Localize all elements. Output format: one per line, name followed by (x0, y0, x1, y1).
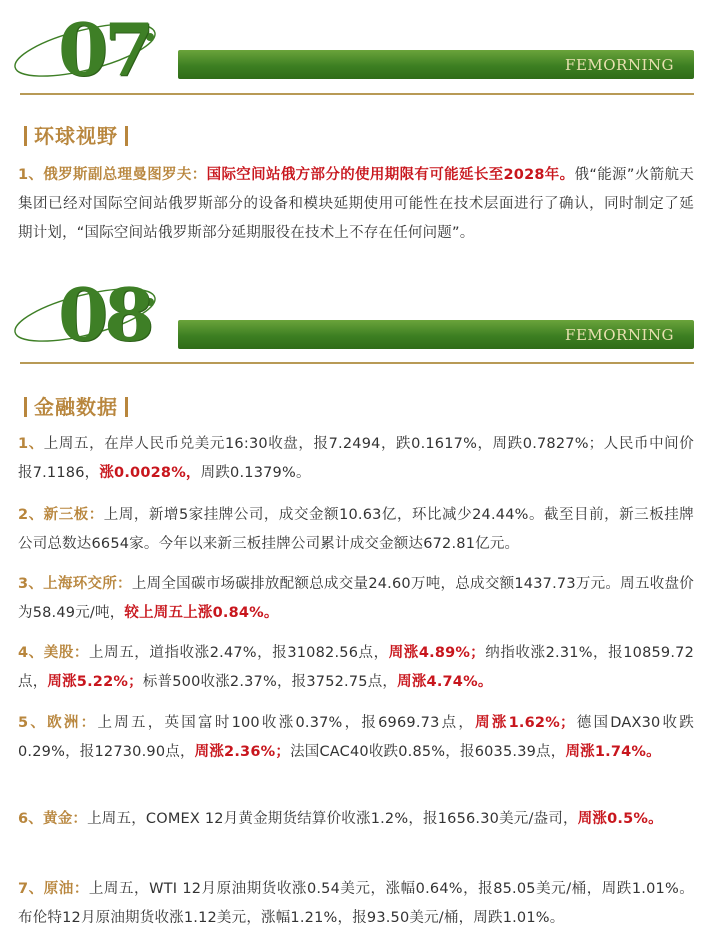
news-item (18, 161, 694, 248)
title-bar-left (24, 397, 27, 417)
section-divider (20, 93, 694, 95)
section-title (17, 391, 135, 420)
item-label: 1、俄罗斯副总理曼图罗夫： (18, 167, 207, 183)
item-text: 周跌0.1379%。 (200, 465, 311, 481)
item-highlight: 周涨0.5%。 (577, 811, 663, 827)
section-banner-08 (0, 272, 711, 375)
item-text: 上周五，英国富时100收涨0.37%，报6969.73点， (97, 715, 476, 731)
item-label: 1、 (18, 436, 44, 452)
news-item (18, 570, 694, 628)
news-item (18, 805, 694, 834)
news-item (18, 709, 694, 767)
section-banner-07 (0, 7, 711, 110)
item-label: 6、黄金： (18, 811, 88, 827)
news-item (18, 430, 694, 488)
section-title-text: 环球视野 (34, 124, 118, 148)
item-highlight: 国际空间站俄方部分的使用期限有可能延长至2028年。 (206, 167, 575, 183)
section-number: 08 (58, 272, 151, 357)
item-text: 俄“能源”火箭航天集团已经对国际空间站俄罗斯部分的设备和模块延期使用可能性在技术层面进行了确认，同时制定了延期计划，“国际空间站俄罗斯部分延期服役在技术上不存在任何问题”。 (18, 167, 694, 241)
title-bar-right (125, 397, 128, 417)
item-highlight: 涨0.0028%， (99, 465, 201, 481)
news-item (18, 639, 694, 697)
section-title (17, 120, 135, 149)
section-number: 07 (58, 7, 151, 92)
item-highlight: 周涨5.22%； (47, 674, 143, 690)
item-label: 5、欧洲： (18, 715, 98, 731)
item-text: 法国CAC40收跌0.85%，报6035.39点， (290, 744, 566, 760)
brand-text: FEMORNING (565, 56, 674, 74)
item-highlight: 周涨4.74%。 (397, 674, 493, 690)
item-label: 3、上海环交所： (18, 576, 132, 592)
item-text: 上周全国碳市场碳排放配额总成交量24.60万吨，总成交额1437.73万元。周五收盘价为58.49元/吨， (18, 576, 694, 621)
section-title-text: 金融数据 (34, 395, 118, 419)
banner-stripe (178, 320, 694, 349)
item-highlight: 较上周五上涨0.84%。 (124, 605, 279, 621)
news-item (18, 875, 694, 933)
item-text: 上周五，在岸人民币兑美元16:30收盘，报7.2494，跌0.1617%，周跌0.7827%；人民币中间价报7.1186， (18, 436, 694, 481)
item-label: 4、美股： (18, 645, 90, 661)
item-highlight: 周涨1.74%。 (565, 744, 661, 760)
title-bar-left (24, 126, 27, 146)
item-text: 上周五，道指收涨2.47%，报31082.56点， (89, 645, 389, 661)
item-text: 纳指收涨2.31%，报10859.72点， (18, 645, 695, 690)
item-text: 上周五，COMEX 12月黄金期货结算价收涨1.2%，报1656.30美元/盎司， (87, 811, 578, 827)
item-highlight: 周涨4.89%； (388, 645, 485, 661)
title-bar-right (125, 126, 128, 146)
item-label: 2、新三板： (18, 507, 104, 523)
item-highlight: 周涨1.62%； (475, 715, 575, 731)
item-highlight: 周涨2.36%； (194, 744, 291, 760)
item-text: 上周五，WTI 12月原油期货收涨0.54美元，涨幅0.64%，报85.05美元/桶，周跌1.01%。布伦特12月原油期货收涨1.12美元，涨幅1.21%，报93.50美元/桶，周跌1.01%。 (18, 881, 694, 926)
section-divider (20, 362, 694, 364)
item-label: 7、原油： (18, 881, 89, 897)
item-text: 上周，新增5家挂牌公司，成交金额10.63亿，环比减少24.44%。截至目前，新三板挂牌公司总数达6654家。今年以来新三板挂牌公司累计成交金额达672.81亿元。 (18, 507, 694, 552)
banner-stripe (178, 50, 694, 79)
item-text: 标普500收涨2.37%，报3752.75点， (142, 674, 398, 690)
item-text: 德国DAX30收跌0.29%，报12730.90点， (18, 715, 695, 760)
news-item (18, 501, 694, 559)
brand-text: FEMORNING (565, 326, 674, 344)
